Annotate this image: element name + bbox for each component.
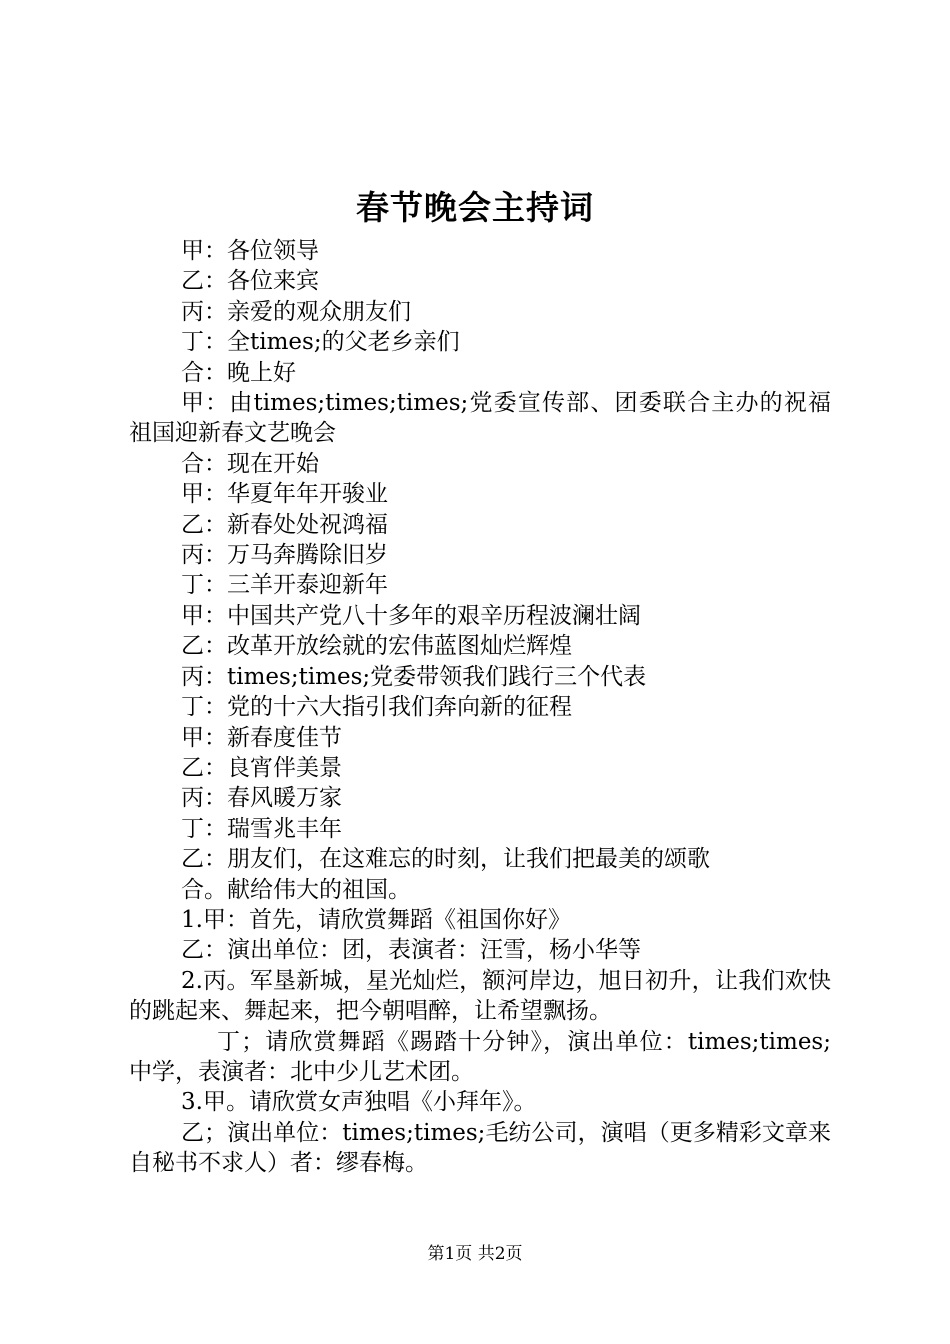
page-footer: 第1页 共2页	[427, 1244, 523, 1264]
text-line: 丙：times;times;党委带领我们践行三个代表	[181, 663, 647, 690]
text-line: 甲：各位领导	[181, 238, 319, 264]
text-line: 乙：改革开放绘就的宏伟蓝图灿烂辉煌	[181, 633, 572, 660]
text-line: 甲：中国共产党八十多年的艰辛历程波澜壮阔	[181, 602, 641, 629]
text-line: 丙：亲爱的观众朋友们	[181, 298, 411, 325]
text-line: 乙：演出单位：团，表演者：汪雪，杨小华等	[181, 937, 641, 964]
text-line: 乙：朋友们，在这难忘的时刻，让我们把最美的颂歌	[181, 846, 710, 873]
text-line: 合。献给伟大的祖国。	[181, 876, 411, 903]
text-line: 合：晚上好	[181, 359, 296, 386]
text-line: 3.甲。请欣赏女声独唱《小拜年》。	[181, 1089, 537, 1116]
text-line: 丁：三羊开泰迎新年	[181, 572, 388, 599]
text-line: 乙：各位来宾	[181, 268, 319, 295]
text-line: 乙：新春处处祝鸿福	[181, 511, 388, 538]
text-paragraph: 甲：由times;times;times;党委宣传部、团委联合主办的祝福祖国迎新春文艺晚会	[129, 390, 831, 447]
document-title: 春节晚会主持词	[356, 188, 594, 227]
text-line: 甲：华夏年年开骏业	[181, 481, 388, 508]
text-line: 甲：新春度佳节	[181, 724, 342, 751]
text-line: 1.甲：首先，请欣赏舞蹈《祖国你好》	[181, 906, 571, 933]
text-paragraph: 2.丙。军垦新城，星光灿烂，额河岸边，旭日初升，让我们欢快的跳起来、舞起来，把今朝唱醉，让希望飘扬。	[129, 967, 831, 1025]
text-line: 丁：瑞雪兆丰年	[181, 815, 342, 842]
text-line: 丁：党的十六大指引我们奔向新的征程	[181, 694, 572, 721]
text-line: 丁：全times;的父老乡亲们	[181, 329, 460, 356]
text-paragraph: 丁；请欣赏舞蹈《踢踏十分钟》，演出单位：times;times;中学，表演者：北中少儿艺术团。	[129, 1028, 831, 1085]
text-paragraph: 乙；演出单位：times;times;毛纺公司，演唱（更多精彩文章来自秘书不求人）者：缪春梅。	[129, 1119, 831, 1177]
text-line: 丙：春风暖万家	[181, 785, 342, 812]
text-line: 合：现在开始	[181, 450, 319, 477]
document-body	[129, 236, 831, 1179]
text-line: 乙：良宵伴美景	[181, 754, 342, 781]
text-line: 丙：万马奔腾除旧岁	[181, 542, 388, 569]
